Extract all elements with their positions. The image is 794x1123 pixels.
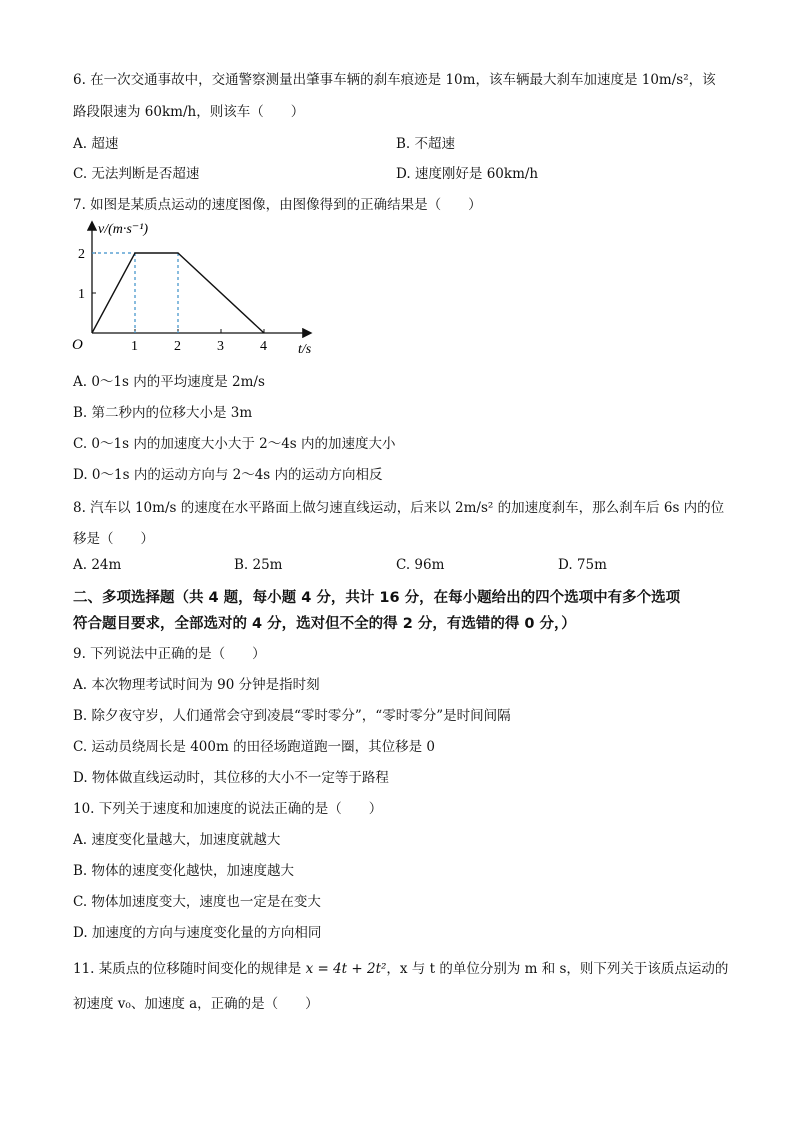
q9-option-a: A. 本次物理考试时间为 90 分钟是指时刻 <box>73 677 320 693</box>
q6-option-c: C. 无法判断是否超速 <box>73 166 200 182</box>
q7-option-c: C. 0～1s 内的加速度大小大于 2～4s 内的加速度大小 <box>73 436 396 452</box>
q10-stem: 10. 下列关于速度和加速度的说法正确的是（ ） <box>73 801 383 817</box>
q7-option-b: B. 第二秒内的位移大小是 3m <box>73 405 253 421</box>
q8-option-a: A. 24m <box>73 557 122 573</box>
q11-stem-line2: 初速度 v₀、加速度 a，正确的是（ ） <box>73 996 319 1012</box>
q9-stem: 9. 下列说法中正确的是（ ） <box>73 646 266 662</box>
q6-stem-line2: 路段限速为 60km/h，则该车（ ） <box>73 104 305 120</box>
q11-stem-pre: 11. 某质点的位移随时间变化的规律是 <box>73 961 306 977</box>
q8-option-c: C. 96m <box>396 557 445 573</box>
q10-option-d: D. 加速度的方向与速度变化量的方向相同 <box>73 925 322 941</box>
q8-option-b: B. 25m <box>234 557 283 573</box>
velocity-time-graph <box>66 215 326 360</box>
q8-stem-line1: 8. 汽车以 10m/s 的速度在水平路面上做匀速直线运动，后来以 2m/s² 的加速度刹车，那么刹车后 6s 内的位 <box>73 500 725 516</box>
q11-stem-line1 <box>73 957 728 977</box>
x-tick-label-4: 4 <box>260 339 267 354</box>
y-tick-label-2: 2 <box>78 247 85 262</box>
q7-stem: 7. 如图是某质点运动的速度图像，由图像得到的正确结果是（ ） <box>73 197 482 213</box>
q9-option-b: B. 除夕夜守岁，人们通常会守到凌晨“零时零分”，“零时零分”是时间间隔 <box>73 708 511 724</box>
q6-option-d: D. 速度刚好是 60km/h <box>396 166 539 182</box>
q6-option-b: B. 不超速 <box>396 136 456 152</box>
q6-stem-line1: 6. 在一次交通事故中，交通警察测量出肇事车辆的刹车痕迹是 10m，该车辆最大刹车加速度是 10m/s²，该 <box>73 72 716 88</box>
q8-option-d: D. 75m <box>558 557 607 573</box>
q7-option-a: A. 0～1s 内的平均速度是 2m/s <box>73 374 265 390</box>
section2-heading-line2: 符合题目要求，全部选对的 4 分，选对但不全的得 2 分，有选错的得 0 分，） <box>73 616 576 632</box>
q9-option-d: D. 物体做直线运动时，其位移的大小不一定等于路程 <box>73 770 389 786</box>
x-axis-label: t/s <box>298 342 312 357</box>
y-tick-label-1: 1 <box>78 287 85 302</box>
q10-option-a: A. 速度变化量越大，加速度就越大 <box>73 832 281 848</box>
q9-option-c: C. 运动员绕周长是 400m 的田径场跑道跑一圈，其位移是 0 <box>73 739 435 755</box>
q11-formula: x = 4t + 2t² <box>305 961 387 977</box>
q10-option-c: C. 物体加速度变大，速度也一定是在变大 <box>73 894 321 910</box>
q11-stem-post: ，x 与 t 的单位分别为 m 和 s，则下列关于该质点运动的 <box>386 961 729 977</box>
x-tick-label-1: 1 <box>131 339 138 354</box>
y-axis-label: v/(m·s⁻¹) <box>98 222 149 237</box>
q8-stem-line2: 移是（ ） <box>73 531 154 547</box>
q10-option-b: B. 物体的速度变化越快，加速度越大 <box>73 863 295 879</box>
q6-option-a: A. 超速 <box>73 136 119 152</box>
section2-heading-line1: 二、多项选择题（共 4 题，每小题 4 分，共计 16 分，在每小题给出的四个选项中有多个选项 <box>73 590 681 606</box>
x-tick-label-3: 3 <box>217 339 224 354</box>
origin-label: O <box>72 337 83 353</box>
q7-option-d: D. 0～1s 内的运动方向与 2～4s 内的运动方向相反 <box>73 467 383 483</box>
x-tick-label-2: 2 <box>174 339 181 354</box>
